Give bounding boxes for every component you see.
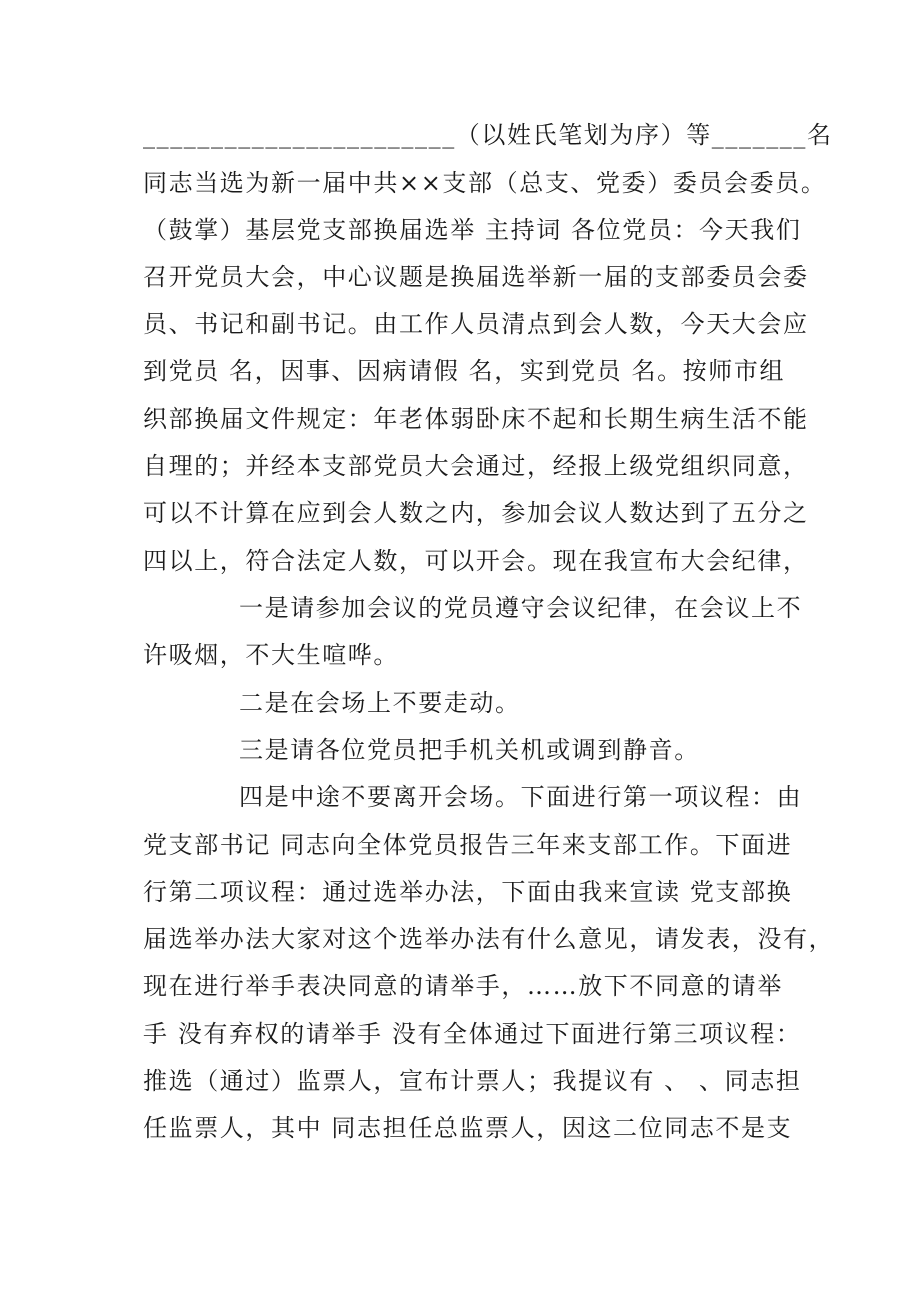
text-line: 许吸烟，不大生喧哗。 [143,641,399,669]
text-line: 员、书记和副书记。由工作人员清点到会人数，今天大会应 [143,310,809,338]
paragraph-line: 四是中途不要离开会场。下面进行第一项议程：由 [239,783,803,811]
text-line: 到党员 名，因事、因病请假 名，实到党员 名。按师市组 [143,357,786,385]
text-line: 党支部书记 同志向全体党员报告三年来支部工作。下面进 [143,831,793,859]
text-line: 自理的；并经本支部党员大会通过，经报上级党组织同意， [143,452,809,480]
text-line: 织部换届文件规定：年老体弱卧床不起和长期生病生活不能 [143,405,809,433]
text-line: （鼓掌）基层党支部换届选举 主持词 各位党员：今天我们 [143,216,802,244]
text-line: 召开党员大会，中心议题是换届选举新一届的支部委员会委 [143,263,809,291]
text-line: 手 没有弃权的请举手 没有全体通过下面进行第三项议程： [143,1020,802,1048]
paragraph-line: 二是在会场上不要走动。 [239,689,521,717]
text-line: 任监票人，其中 同志担任总监票人，因这二位同志不是支 [143,1114,793,1142]
text-line: 可以不计算在应到会人数之内，参加会议人数达到了五分之 [143,499,809,527]
text-line: 现在进行举手表决同意的请举手，……放下不同意的请举 [143,972,783,1000]
text-line: 同志当选为新一届中共××支部（总支、党委）委员会委员。 [143,169,827,197]
text-line: 行第二项议程：通过选举办法，下面由我来宣读 党支部换 [143,878,793,906]
text-line: 推选（通过）监票人，宣布计票人；我提议有 、 、同志担 [143,1067,802,1095]
text-line: 四以上，符合法定人数，可以开会。现在我宣布大会纪律， [143,547,809,575]
text-line: 届选举办法大家对这个选举办法有什么意见，请发表，没有， [143,925,835,953]
paragraph-line: 一是请参加会议的党员遵守会议纪律，在会议上不 [239,594,803,622]
text-line: _______________________（以姓氏笔划为序）等_______名 [143,121,833,149]
paragraph-line: 三是请各位党员把手机关机或调到静音。 [239,736,700,764]
